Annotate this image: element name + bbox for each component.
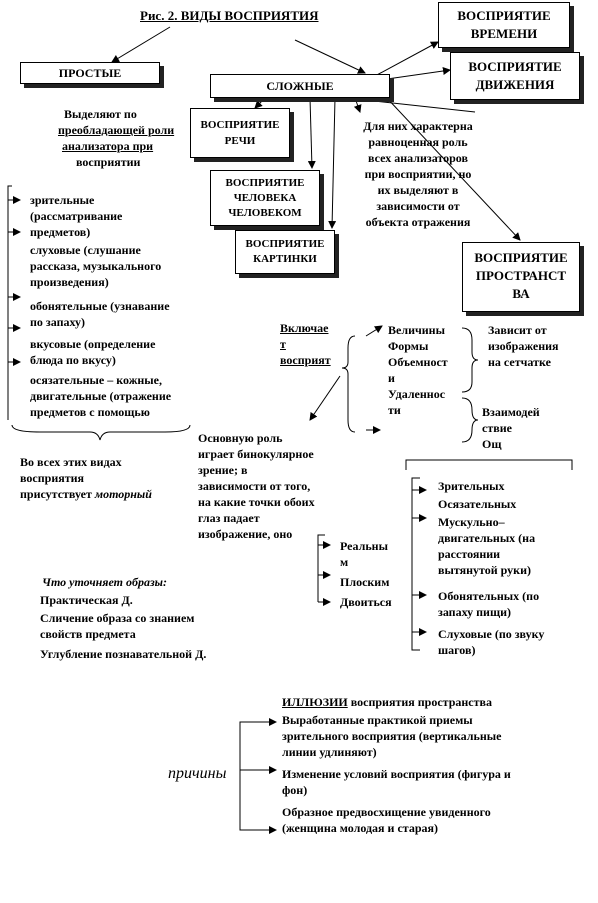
- simple-item-tactile: осязательные – кожные, двигательные (отражение предметов с помощью: [30, 373, 172, 419]
- sense-muscular: Мускульно– двигательных (на расстоянии вытянутой руки): [438, 515, 536, 577]
- box-motion-perception: ВОСПРИЯТИЕ ДВИЖЕНИЯ: [450, 52, 580, 100]
- simple-intro-2: преобладающей роли: [58, 123, 175, 137]
- binocular-note: Основную роль играет бинокулярное зрение; в зависимости от того, на какие точки обоих глаз падает изображение, оно: [198, 431, 315, 541]
- refine-deepening: Углубление познавательной Д.: [40, 647, 207, 661]
- appearance-flat: Плоским: [340, 575, 390, 589]
- simple-intro-3: анализатора при: [62, 139, 154, 153]
- appearance-real: Реальны м: [340, 539, 388, 569]
- refine-practice: Практическая Д.: [40, 593, 133, 607]
- box-time-perception: ВОСПРИЯТИЕ ВРЕМЕНИ: [438, 2, 570, 48]
- motor-word: моторный: [94, 487, 152, 501]
- motor-note: Во всех этих видах восприятия присутствует моторный: [20, 455, 152, 501]
- sense-tactile: Осязательных: [438, 497, 517, 511]
- complex-note: Для них характерна равноценная роль всех анализаторов при восприятии, но их выделяют в зависимости от объекта отражения: [363, 119, 473, 229]
- box-speech-perception: ВОСПРИЯТИЕ РЕЧИ: [190, 108, 290, 158]
- space-retina-note: Зависит от изображения на сетчатке: [488, 323, 559, 369]
- arrow-to-picture: [332, 98, 335, 228]
- sense-auditory: Слуховые (по звуку шагов): [438, 627, 545, 657]
- arrow-to-person: [310, 98, 312, 168]
- simple-item-visual: зрительные (рассматривание предметов): [30, 193, 123, 239]
- causes-label: причины: [168, 765, 227, 782]
- simple-intro-1: Выделяют по: [64, 107, 137, 121]
- simple-item-auditory: слуховые (слушание рассказа, музыкального произведения): [30, 243, 162, 289]
- illusion-cause-practice: Выработанные практикой приемы зрительного восприятия (вертикальные линии удлиняют): [282, 713, 502, 759]
- arrow-to-binocular: [310, 376, 340, 420]
- includes-brace: [342, 336, 355, 432]
- box-simple: ПРОСТЫЕ: [20, 62, 160, 84]
- arrow-to-note: [355, 98, 360, 112]
- senses-bracket: [412, 478, 420, 650]
- arrow-to-complex: [295, 40, 365, 73]
- diagram-title: Рис. 2. ВИДЫ ВОСПРИЯТИЯ: [140, 8, 319, 23]
- simple-bottom-brace: [12, 425, 190, 440]
- box-complex: СЛОЖНЫЕ: [210, 74, 390, 98]
- senses-top-brace: [406, 460, 572, 470]
- box-space-perception: ВОСПРИЯТИЕ ПРОСТРАНСТ ВА: [462, 242, 580, 312]
- simple-item-gustatory: вкусовые (определение блюда по вкусу): [30, 337, 156, 367]
- illusion-cause-conditions: Изменение условий восприятия (фигура и фон): [282, 767, 511, 797]
- causes-bracket: [240, 722, 268, 830]
- refine-title: Что уточняет образы:: [42, 575, 167, 589]
- box-picture-perception: ВОСПРИЯТИЕ КАРТИНКИ: [235, 230, 335, 274]
- space-qualities: Величины Формы Объемност и Удаленнос ти: [388, 323, 448, 417]
- simple-item-olfactory: обонятельные (узнавание по запаху): [30, 299, 170, 329]
- sense-visual: Зрительных: [438, 479, 505, 493]
- space-interaction-note: Взаимодей ствие Ощ: [482, 405, 540, 451]
- line-complex-right: [365, 100, 475, 112]
- arrow-to-simple: [112, 27, 170, 62]
- simple-intro-4: восприятии: [76, 155, 141, 169]
- illusions-title: ИЛЛЮЗИИ восприятия пространства: [282, 695, 492, 709]
- sense-olfactory: Обонятельных (по запаху пищи): [438, 589, 540, 619]
- interaction-brace: [462, 398, 478, 442]
- appearance-double: Двоиться: [340, 595, 392, 609]
- arrow-to-motion: [380, 70, 450, 80]
- simple-list-bracket: [8, 186, 12, 420]
- space-includes: Включае т восприят: [280, 321, 331, 367]
- arrow-to-time: [375, 42, 438, 76]
- retina-brace: [462, 328, 478, 392]
- box-person-perception: ВОСПРИЯТИЕ ЧЕЛОВЕКА ЧЕЛОВЕКОМ: [210, 170, 320, 226]
- refine-comparison: Сличение образа со знанием свойств предмета: [40, 611, 195, 641]
- arrow-to-speech: [255, 98, 265, 108]
- illusion-cause-anticipation: Образное предвосхищение увиденного (женщина молодая и старая): [282, 805, 491, 835]
